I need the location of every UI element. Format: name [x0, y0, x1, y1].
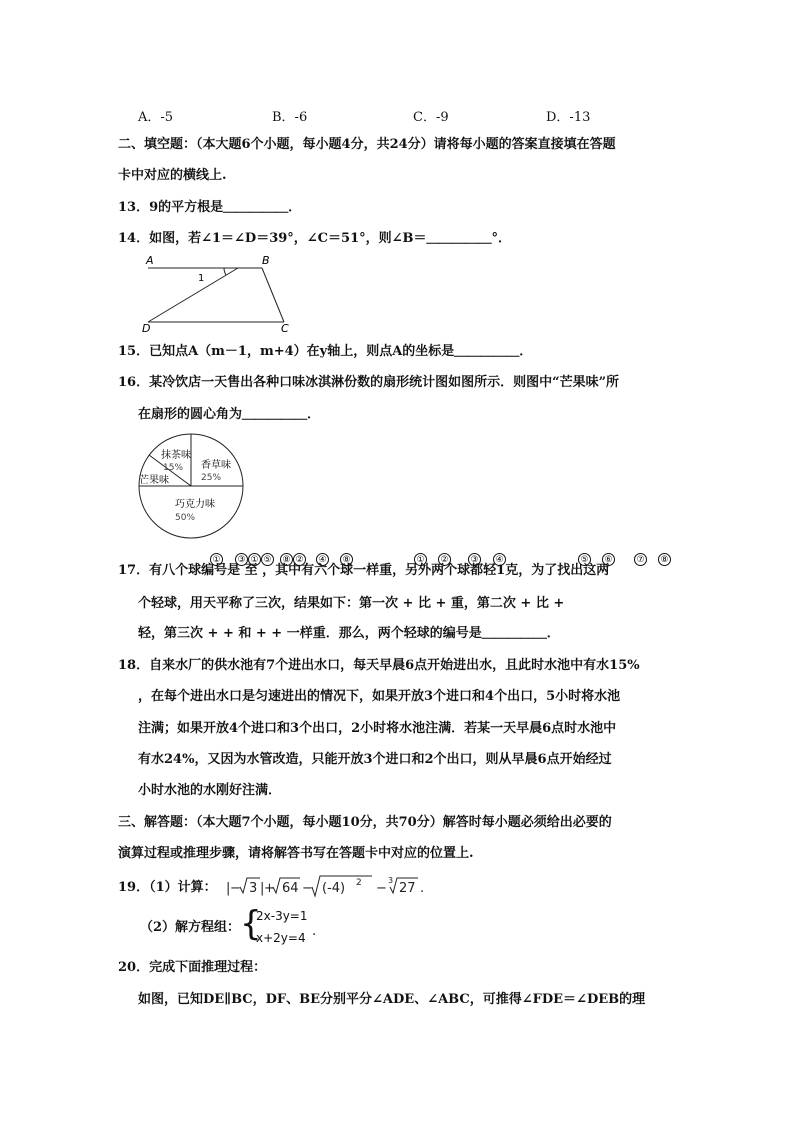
question-18-cont: ，在每个进出水口是匀速进出的情况下，如果开放3个进口和4个出口，5小时将水池	[138, 689, 621, 704]
label-a: A	[146, 254, 154, 267]
svg-text:−: −	[376, 881, 387, 896]
circled-number: ④	[316, 553, 329, 566]
q19-expression	[224, 874, 444, 900]
label-b: B	[262, 254, 270, 267]
svg-text:64: 64	[282, 881, 299, 896]
section2-header: 二、填空题：（本大题6个小题，每小题4分，共24分）请将每小题的答案直接填在答题	[118, 137, 616, 152]
slice-chocolate-label: 巧克力味	[175, 499, 215, 510]
option-c: C．-9	[413, 110, 449, 125]
circled-number: ③	[235, 553, 248, 566]
question-18-cont2: 注满；如果开放4个进口和3个出口，2小时将水池注满．若某一天早晨6点时水池中	[138, 721, 617, 736]
equation-2: x+2y=4	[256, 931, 306, 945]
svg-text:−: −	[230, 881, 241, 896]
circled-number: ⑧	[280, 553, 293, 566]
circled-number: ⑧	[340, 553, 353, 566]
circled-number: ②	[293, 553, 306, 566]
svg-text:2: 2	[356, 878, 362, 888]
svg-text:3: 3	[249, 881, 258, 896]
slice-mango-label: 芒果味	[139, 475, 169, 486]
slice-matcha-pct: 15%	[163, 463, 184, 473]
slice-matcha-label: 抹茶味	[161, 450, 191, 461]
circled-number: ⑦	[634, 553, 647, 566]
option-a: A．-5	[138, 110, 174, 125]
pie-chart	[133, 433, 249, 543]
system-brace: {	[240, 904, 262, 944]
svg-text:−: −	[302, 881, 313, 896]
question-14: 14．如图，若∠1＝∠D＝39°，∠C＝51°，则∠B＝＿＿＿＿＿°．	[118, 231, 511, 246]
question-20-cont: 如图，已知DE∥BC，DF、BE分别平分∠ADE、∠ABC，可推得∠FDE＝∠DEB的理	[138, 992, 646, 1007]
circled-number: ③	[468, 553, 481, 566]
question-16-cont: 在扇形的圆心角为＿＿＿＿＿．	[138, 407, 321, 422]
trapezoid-figure	[138, 250, 298, 334]
question-19-part2-label: （2）解方程组：	[140, 920, 241, 935]
question-18: 18．自来水厂的供水池有7个进出水口，每天早晨6点开始进出水，且此时水池中有水15%	[118, 658, 640, 673]
question-17-cont: 个轻球，用天平称了三次，结果如下：第一次 + 比 + 重，第二次 + 比 +	[138, 596, 565, 611]
circled-number: ②	[438, 553, 451, 566]
label-c: C	[281, 322, 289, 334]
circled-number: ①	[414, 553, 427, 566]
circled-number: ⑥	[602, 553, 615, 566]
svg-text:27: 27	[399, 881, 416, 896]
svg-text:(-4): (-4)	[322, 881, 346, 896]
question-17-cont2: 轻，第三次 + + 和 + + 一样重．那么，两个轻球的编号是＿＿＿＿＿．	[138, 626, 560, 641]
circled-number: ⑤	[578, 553, 591, 566]
question-20: 20．完成下面推理过程：	[118, 960, 267, 975]
svg-text:.: .	[420, 881, 425, 896]
circled-number: ⑧	[658, 553, 671, 566]
section3-header: 三、解答题：（本大题7个小题，每小题10分，共70分）解答时每小题必须给出必要的	[118, 815, 612, 830]
question-15: 15．已知点A（m－1，m+4）在y轴上，则点A的坐标是＿＿＿＿＿．	[118, 344, 533, 359]
label-d: D	[142, 322, 151, 334]
slice-vanilla-pct: 25%	[201, 473, 222, 483]
section3-header-cont: 演算过程或推理步骤，请将解答书写在答题卡中对应的位置上.	[118, 846, 474, 861]
circled-number: ①	[210, 553, 223, 566]
equation-period: .	[312, 924, 317, 939]
option-b: B．-6	[272, 110, 308, 125]
svg-text:|: |	[260, 881, 265, 896]
svg-text:|: |	[226, 881, 231, 896]
circled-number: ①	[248, 553, 261, 566]
svg-text:3: 3	[388, 876, 394, 885]
equation-1: 2x-3y=1	[256, 909, 308, 923]
question-13: 13．9的平方根是＿＿＿＿＿．	[118, 200, 302, 215]
question-17: 17．有八个球编号是 至 ，其中有六个球一样重，另外两个球都轻1克，为了找出这两	[118, 563, 610, 578]
section2-header-cont: 卡中对应的横线上.	[118, 168, 227, 183]
question-19-part1-label: 19．（1）计算：	[118, 880, 217, 895]
circled-number: ⑤	[261, 553, 274, 566]
svg-text:+: +	[264, 881, 275, 896]
slice-vanilla-label: 香草味	[201, 460, 231, 471]
question-16: 16．某冷饮店一天售出各种口味冰淇淋份数的扇形统计图如图所示．则图中“芒果味”所	[118, 375, 620, 390]
slice-chocolate-pct: 50%	[175, 513, 196, 523]
label-angle-1: 1	[198, 273, 205, 284]
circled-number: ④	[493, 553, 506, 566]
question-18-cont3: 有水24%，又因为水管改造，只能开放3个进口和2个出口，则从早晨6点开始经过	[138, 752, 612, 767]
option-d: D．-13	[546, 110, 591, 125]
question-18-cont4: 小时水池的水刚好注满．	[138, 783, 282, 798]
